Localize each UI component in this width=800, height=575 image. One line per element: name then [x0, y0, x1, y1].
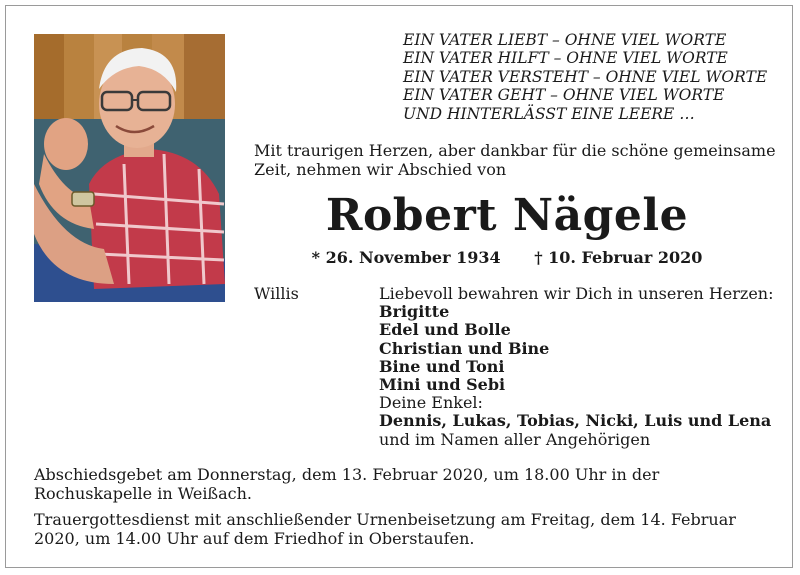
- grandchildren-names: Dennis, Lukas, Tobias, Nicki, Luis und Lena: [379, 411, 772, 431]
- grandchildren-label: Deine Enkel:: [379, 393, 483, 413]
- poem: [403, 31, 767, 123]
- birth-date: * 26. November 1934: [311, 248, 501, 267]
- family-intro: Liebevoll bewahren wir Dich in unseren Herzen:: [379, 284, 774, 303]
- poem-line: EIN VATER LIEBT – OHNE VIEL WORTE: [403, 31, 727, 49]
- death-date: † 10. Februar 2020: [534, 248, 703, 267]
- family-member: Brigitte: [379, 302, 450, 322]
- intro-line: Zeit, nehmen wir Abschied von: [254, 160, 507, 179]
- life-dates: [254, 248, 760, 267]
- prayer-notice: Abschiedsgebet am Donnerstag, dem 13. Februar 2020, um 18.00 Uhr in der Rochuskapelle in Weißach.: [34, 465, 660, 503]
- poem-line: EIN VATER VERSTEHT – OHNE VIEL WORTE: [403, 67, 768, 86]
- family-member: Edel und Bolle: [379, 320, 511, 340]
- service-notice: Trauergottesdienst mit anschließender Urnenbeisetzung am Freitag, dem 14. Februar 2020, um 14.00 Uhr auf dem Friedhof in Oberstaufen.: [34, 510, 736, 548]
- poem-line: EIN VATER GEHT – OHNE VIEL WORTE: [403, 86, 725, 105]
- signer: Willis: [254, 284, 299, 303]
- portrait-illustration: [34, 34, 225, 302]
- family-closing: und im Namen aller Angehörigen: [379, 429, 651, 449]
- intro-line: Mit traurigen Herzen, aber dankbar für die schöne gemeinsame: [254, 141, 776, 160]
- intro-text: [254, 141, 776, 179]
- family-member: Bine und Toni: [379, 356, 505, 376]
- poem-line: UND HINTERLÄSST EINE LEERE …: [403, 104, 695, 123]
- portrait-photo: [34, 34, 225, 302]
- family-list: [379, 285, 773, 449]
- deceased-name: Robert Nägele: [325, 190, 689, 241]
- family-member: Mini und Sebi: [379, 375, 506, 395]
- poem-line: EIN VATER HILFT – OHNE VIEL WORTE: [403, 49, 728, 68]
- family-member: Christian und Bine: [379, 338, 550, 358]
